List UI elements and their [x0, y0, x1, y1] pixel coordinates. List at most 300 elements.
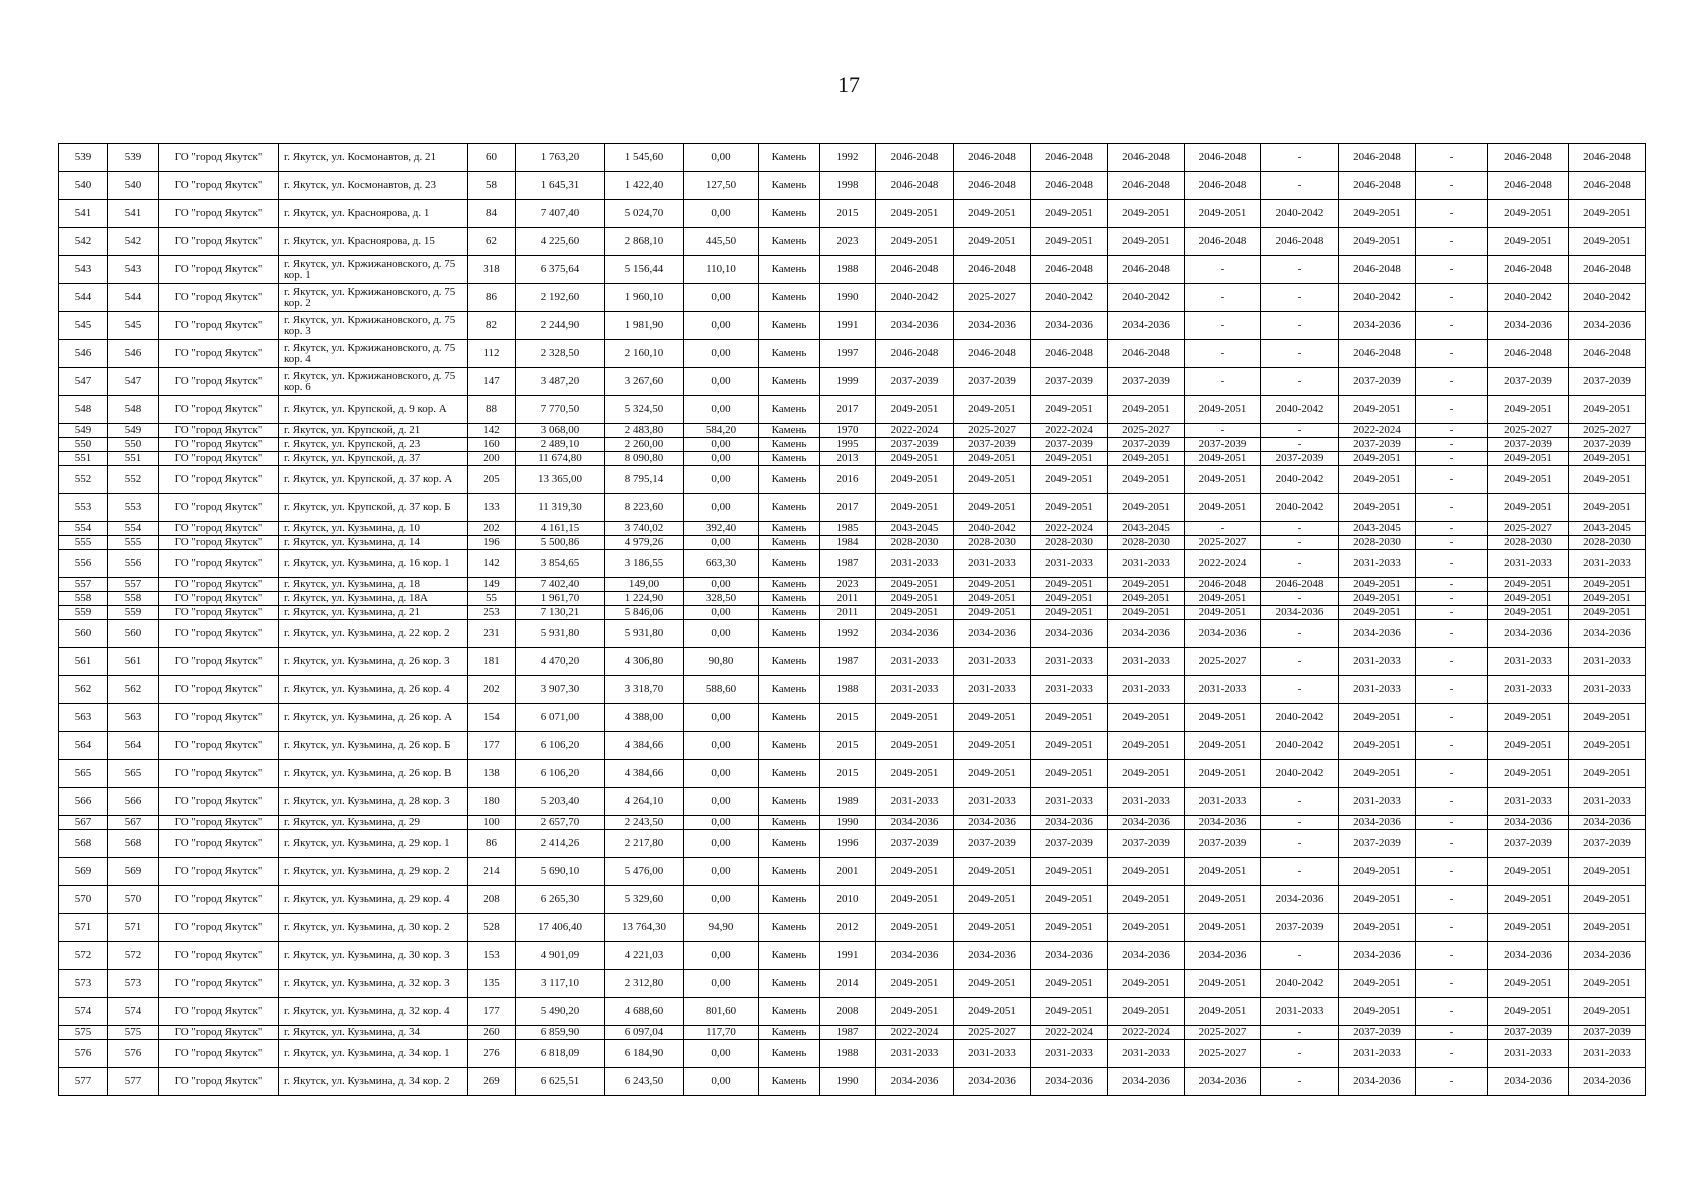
table-cell: - [1416, 340, 1488, 368]
table-row [59, 172, 1646, 200]
table-cell: 2022-2024 [1031, 522, 1108, 536]
table-cell: 2049-2051 [954, 970, 1031, 998]
table-cell: 2049-2051 [1108, 494, 1185, 522]
address-cell: г. Якутск, ул. Крупской, д. 37 кор. А [279, 466, 468, 494]
table-cell: 2031-2033 [954, 676, 1031, 704]
table-cell: ГО "город Якутск" [159, 368, 279, 396]
table-cell: 1988 [820, 1040, 876, 1068]
table-cell: 2040-2042 [1261, 466, 1339, 494]
table-cell: Камень [759, 1068, 820, 1096]
table-row [59, 914, 1646, 942]
table-cell: 2022-2024 [1031, 1026, 1108, 1040]
table-cell: 3 854,65 [516, 550, 605, 578]
table-cell: 3 907,30 [516, 676, 605, 704]
table-cell: 2034-2036 [1569, 816, 1646, 830]
address-cell: г. Якутск, ул. Крупской, д. 37 кор. Б [279, 494, 468, 522]
table-cell: 2049-2051 [876, 732, 954, 760]
address-cell: г. Якутск, ул. Красноярова, д. 15 [279, 228, 468, 256]
table-cell: - [1416, 522, 1488, 536]
table-cell: 2016 [820, 466, 876, 494]
table-cell: - [1261, 942, 1339, 970]
table-cell: 2049-2051 [1569, 578, 1646, 592]
table-cell: 2034-2036 [1569, 620, 1646, 648]
table-row [59, 1068, 1646, 1096]
table-cell: 4 221,03 [605, 942, 684, 970]
table-cell: 555 [108, 536, 159, 550]
table-cell: 2034-2036 [1488, 816, 1569, 830]
table-cell: 86 [468, 830, 516, 858]
table-cell: 0,00 [684, 340, 759, 368]
table-cell: 2046-2048 [1108, 172, 1185, 200]
table-cell: 554 [59, 522, 108, 536]
address-cell: г. Якутск, ул. Космонавтов, д. 23 [279, 172, 468, 200]
table-cell: 2049-2051 [1569, 914, 1646, 942]
table-cell: 0,00 [684, 200, 759, 228]
table-cell: 2031-2033 [1569, 788, 1646, 816]
table-cell: 2049-2051 [1185, 998, 1261, 1026]
table-cell: ГО "город Якутск" [159, 396, 279, 424]
table-cell: - [1261, 438, 1339, 452]
table-cell: 2049-2051 [1488, 396, 1569, 424]
table-cell: 2049-2051 [1339, 578, 1416, 592]
table-cell: 547 [59, 368, 108, 396]
table-cell: 576 [108, 1040, 159, 1068]
table-cell: 569 [108, 858, 159, 886]
table-cell: 2037-2039 [1339, 438, 1416, 452]
table-row [59, 522, 1646, 536]
table-cell: 556 [59, 550, 108, 578]
table-cell: 0,00 [684, 704, 759, 732]
table-cell: 2013 [820, 452, 876, 466]
table-cell: 2034-2036 [1339, 312, 1416, 340]
table-cell: 2049-2051 [1488, 858, 1569, 886]
table-cell: 573 [108, 970, 159, 998]
housing-repair-schedule-table [58, 143, 1646, 1096]
table-cell: 2008 [820, 998, 876, 1026]
table-cell: 2049-2051 [1185, 970, 1261, 998]
table-cell: 1987 [820, 550, 876, 578]
table-cell: - [1416, 550, 1488, 578]
table-cell: 2049-2051 [1339, 998, 1416, 1026]
table-cell: 1992 [820, 144, 876, 172]
table-cell: - [1261, 522, 1339, 536]
table-cell: 2049-2051 [954, 732, 1031, 760]
table-cell: - [1261, 1026, 1339, 1040]
table-cell: 4 306,80 [605, 648, 684, 676]
table-row [59, 452, 1646, 466]
table-cell: 2049-2051 [954, 914, 1031, 942]
table-cell: 574 [108, 998, 159, 1026]
address-cell: г. Якутск, ул. Кржижановского, д. 75 кор. 1 [279, 256, 468, 284]
table-cell: 6 106,20 [516, 760, 605, 788]
table-cell: 2034-2036 [1488, 312, 1569, 340]
table-cell: 2046-2048 [954, 172, 1031, 200]
table-cell: 2034-2036 [1031, 1068, 1108, 1096]
table-cell: 149 [468, 578, 516, 592]
table-cell: 546 [108, 340, 159, 368]
table-cell: 569 [59, 858, 108, 886]
table-cell: 4 388,00 [605, 704, 684, 732]
table-cell: 2034-2036 [1031, 620, 1108, 648]
table-cell: 2 260,00 [605, 438, 684, 452]
table-cell: 550 [59, 438, 108, 452]
table-cell: 539 [108, 144, 159, 172]
table-cell: 0,00 [684, 396, 759, 424]
address-cell: г. Якутск, ул. Кузьмина, д. 29 [279, 816, 468, 830]
table-cell: 6 184,90 [605, 1040, 684, 1068]
table-cell: 2022-2024 [1339, 424, 1416, 438]
table-cell: 6 625,51 [516, 1068, 605, 1096]
table-cell: 2031-2033 [954, 788, 1031, 816]
table-cell: - [1261, 816, 1339, 830]
table-cell: 584,20 [684, 424, 759, 438]
table-cell: Камень [759, 998, 820, 1026]
table-row [59, 424, 1646, 438]
address-cell: г. Якутск, ул. Кузьмина, д. 32 кор. 3 [279, 970, 468, 998]
table-row [59, 998, 1646, 1026]
table-cell: 4 384,66 [605, 732, 684, 760]
table-cell: - [1185, 522, 1261, 536]
table-cell: 1 961,70 [516, 592, 605, 606]
table-cell: 2049-2051 [954, 452, 1031, 466]
table-cell: 5 156,44 [605, 256, 684, 284]
table-cell: Камень [759, 704, 820, 732]
table-cell: 2049-2051 [1185, 452, 1261, 466]
table-cell: 2034-2036 [1108, 620, 1185, 648]
table-cell: - [1261, 256, 1339, 284]
table-cell: 2037-2039 [1569, 830, 1646, 858]
table-cell: 564 [59, 732, 108, 760]
address-cell: г. Якутск, ул. Кржижановского, д. 75 кор. 3 [279, 312, 468, 340]
table-cell: 549 [59, 424, 108, 438]
table-cell: 2049-2051 [1569, 452, 1646, 466]
table-row [59, 494, 1646, 522]
table-cell: 2046-2048 [876, 340, 954, 368]
table-cell: - [1416, 578, 1488, 592]
table-cell: 2028-2030 [876, 536, 954, 550]
table-cell: - [1416, 396, 1488, 424]
table-cell: 445,50 [684, 228, 759, 256]
table-cell: - [1261, 858, 1339, 886]
table-cell: 571 [108, 914, 159, 942]
table-cell: 2049-2051 [1031, 760, 1108, 788]
table-cell: Камень [759, 648, 820, 676]
table-cell: 2049-2051 [954, 466, 1031, 494]
table-cell: 559 [108, 606, 159, 620]
table-cell: 2049-2051 [1339, 200, 1416, 228]
table-cell: - [1261, 368, 1339, 396]
table-cell: - [1416, 536, 1488, 550]
table-cell: 4 384,66 [605, 760, 684, 788]
table-cell: 0,00 [684, 606, 759, 620]
table-cell: 2037-2039 [1488, 368, 1569, 396]
table-cell: 6 071,00 [516, 704, 605, 732]
table-cell: 142 [468, 424, 516, 438]
table-cell: 2034-2036 [1261, 886, 1339, 914]
table-cell: 2031-2033 [1031, 788, 1108, 816]
table-cell: 2025-2027 [1185, 1040, 1261, 1068]
table-cell: 1998 [820, 172, 876, 200]
table-cell: 7 130,21 [516, 606, 605, 620]
table-cell: 2046-2048 [1488, 172, 1569, 200]
table-cell: 2049-2051 [1185, 494, 1261, 522]
table-cell: 86 [468, 284, 516, 312]
table-cell: 2034-2036 [1488, 1068, 1569, 1096]
table-cell: 801,60 [684, 998, 759, 1026]
table-cell: 2037-2039 [1108, 368, 1185, 396]
address-cell: г. Якутск, ул. Кузьмина, д. 34 [279, 1026, 468, 1040]
table-cell: 2 489,10 [516, 438, 605, 452]
table-cell: 2049-2051 [1108, 858, 1185, 886]
table-cell: - [1261, 550, 1339, 578]
table-cell: 2046-2048 [1108, 144, 1185, 172]
address-cell: г. Якутск, ул. Кузьмина, д. 28 кор. 3 [279, 788, 468, 816]
table-cell: - [1261, 424, 1339, 438]
table-cell: 2031-2033 [1339, 1040, 1416, 1068]
table-cell: 2049-2051 [1339, 858, 1416, 886]
table-cell: 202 [468, 522, 516, 536]
table-cell: 2049-2051 [1339, 592, 1416, 606]
table-cell: 2049-2051 [954, 578, 1031, 592]
table-cell: 551 [59, 452, 108, 466]
table-cell: 544 [59, 284, 108, 312]
table-cell: 2049-2051 [1569, 704, 1646, 732]
table-cell: 11 674,80 [516, 452, 605, 466]
table-cell: 1 422,40 [605, 172, 684, 200]
table-row [59, 550, 1646, 578]
table-cell: 2034-2036 [876, 620, 954, 648]
table-cell: 2017 [820, 396, 876, 424]
table-cell: 2049-2051 [1339, 760, 1416, 788]
table-cell: 2049-2051 [876, 228, 954, 256]
table-cell: 2043-2045 [876, 522, 954, 536]
table-cell: 2046-2048 [1488, 340, 1569, 368]
table-cell: 0,00 [684, 620, 759, 648]
table-cell: 2046-2048 [1031, 340, 1108, 368]
table-cell: 5 500,86 [516, 536, 605, 550]
table-cell: 2049-2051 [1031, 396, 1108, 424]
table-cell: ГО "город Якутск" [159, 228, 279, 256]
table-cell: 100 [468, 816, 516, 830]
table-cell: - [1261, 284, 1339, 312]
table-row [59, 830, 1646, 858]
table-cell: 573 [59, 970, 108, 998]
table-cell: - [1416, 144, 1488, 172]
table-cell: 2025-2027 [1488, 522, 1569, 536]
table-cell: ГО "город Якутск" [159, 858, 279, 886]
table-row [59, 648, 1646, 676]
table-cell: 559 [59, 606, 108, 620]
table-row [59, 578, 1646, 592]
table-cell: 4 470,20 [516, 648, 605, 676]
table-cell: 2049-2051 [954, 760, 1031, 788]
table-cell: 2031-2033 [1339, 676, 1416, 704]
table-cell: 6 097,04 [605, 1026, 684, 1040]
table-cell: 552 [59, 466, 108, 494]
table-cell: Камень [759, 284, 820, 312]
table-cell: 2049-2051 [1108, 970, 1185, 998]
table-cell: 2046-2048 [876, 256, 954, 284]
table-cell: 2 483,80 [605, 424, 684, 438]
table-cell: 2015 [820, 704, 876, 732]
table-cell: 2031-2033 [1569, 676, 1646, 704]
table-cell: 2034-2036 [954, 942, 1031, 970]
address-cell: г. Якутск, ул. Кузьмина, д. 26 кор. А [279, 704, 468, 732]
table-cell: Камень [759, 858, 820, 886]
table-cell: 0,00 [684, 494, 759, 522]
table-cell: - [1416, 676, 1488, 704]
table-cell: 2049-2051 [1488, 998, 1569, 1026]
table-cell: 2031-2033 [1488, 676, 1569, 704]
address-cell: г. Якутск, ул. Кржижановского, д. 75 кор. 6 [279, 368, 468, 396]
table-cell: 82 [468, 312, 516, 340]
table-cell: 2049-2051 [1185, 886, 1261, 914]
table-cell: 543 [59, 256, 108, 284]
table-cell: 1989 [820, 788, 876, 816]
table-cell: 560 [59, 620, 108, 648]
table-cell: 2049-2051 [876, 998, 954, 1026]
table-cell: 2049-2051 [1108, 704, 1185, 732]
table-cell: 2015 [820, 200, 876, 228]
table-cell: 2034-2036 [1185, 942, 1261, 970]
table-cell: - [1261, 788, 1339, 816]
table-cell: - [1416, 368, 1488, 396]
table-cell: 2049-2051 [1488, 760, 1569, 788]
table-cell: 110,10 [684, 256, 759, 284]
table-cell: Камень [759, 830, 820, 858]
table-cell: 149,00 [605, 578, 684, 592]
table-cell: ГО "город Якутск" [159, 970, 279, 998]
table-cell: - [1416, 592, 1488, 606]
table-cell: 572 [108, 942, 159, 970]
table-row [59, 368, 1646, 396]
address-cell: г. Якутск, ул. Кузьмина, д. 30 кор. 3 [279, 942, 468, 970]
table-cell: ГО "город Якутск" [159, 592, 279, 606]
table-cell: 2046-2048 [1488, 144, 1569, 172]
table-cell: 2034-2036 [1569, 312, 1646, 340]
table-cell: 84 [468, 200, 516, 228]
table-cell: ГО "город Якутск" [159, 942, 279, 970]
table-cell: 570 [108, 886, 159, 914]
table-cell: Камень [759, 200, 820, 228]
table-cell: ГО "город Якутск" [159, 312, 279, 340]
table-cell: 177 [468, 732, 516, 760]
table-cell: 2040-2042 [1488, 284, 1569, 312]
table-cell: 554 [108, 522, 159, 536]
table-cell: 560 [108, 620, 159, 648]
table-cell: 2022-2024 [1108, 1026, 1185, 1040]
table-cell: 2031-2033 [1488, 1040, 1569, 1068]
table-cell: 6 265,30 [516, 886, 605, 914]
table-cell: 2049-2051 [1569, 466, 1646, 494]
table-cell: 4 161,15 [516, 522, 605, 536]
table-cell: 2034-2036 [1339, 942, 1416, 970]
table-cell: 2049-2051 [1185, 914, 1261, 942]
table-cell: 133 [468, 494, 516, 522]
table-cell: ГО "город Якутск" [159, 144, 279, 172]
table-cell: - [1185, 340, 1261, 368]
table-cell: 2037-2039 [1339, 830, 1416, 858]
table-cell: Камень [759, 368, 820, 396]
address-cell: г. Якутск, ул. Кузьмина, д. 26 кор. 3 [279, 648, 468, 676]
table-cell: 3 068,00 [516, 424, 605, 438]
table-row [59, 816, 1646, 830]
table-cell: - [1416, 438, 1488, 452]
table-cell: 2037-2039 [1339, 368, 1416, 396]
table-cell: 2034-2036 [876, 312, 954, 340]
table-cell: 572 [59, 942, 108, 970]
table-cell: 553 [108, 494, 159, 522]
table-cell: 1990 [820, 1068, 876, 1096]
table-cell: 2025-2027 [954, 284, 1031, 312]
table-cell: 117,70 [684, 1026, 759, 1040]
table-cell: 2040-2042 [1108, 284, 1185, 312]
table-cell: - [1185, 368, 1261, 396]
table-row [59, 942, 1646, 970]
table-cell: 2049-2051 [954, 998, 1031, 1026]
table-cell: 544 [108, 284, 159, 312]
table-cell: 2034-2036 [1031, 312, 1108, 340]
table-cell: 2049-2051 [1488, 452, 1569, 466]
table-cell: 1991 [820, 942, 876, 970]
table-cell: 2031-2033 [1108, 788, 1185, 816]
table-cell: - [1416, 1026, 1488, 1040]
table-cell: 2031-2033 [1108, 648, 1185, 676]
table-cell: 2049-2051 [1569, 998, 1646, 1026]
table-cell: 8 223,60 [605, 494, 684, 522]
table-cell: 0,00 [684, 438, 759, 452]
table-cell: 2034-2036 [1339, 620, 1416, 648]
table-cell: 2040-2042 [1031, 284, 1108, 312]
table-cell: 2034-2036 [1339, 1068, 1416, 1096]
table-cell: 2049-2051 [1339, 914, 1416, 942]
table-cell: 4 979,26 [605, 536, 684, 550]
table-cell: 5 931,80 [516, 620, 605, 648]
table-cell: 2025-2027 [954, 1026, 1031, 1040]
table-cell: 2040-2042 [1261, 396, 1339, 424]
address-cell: г. Якутск, ул. Кузьмина, д. 16 кор. 1 [279, 550, 468, 578]
table-cell: 2034-2036 [1488, 942, 1569, 970]
table-cell: 2025-2027 [1185, 1026, 1261, 1040]
table-cell: 2049-2051 [876, 452, 954, 466]
table-cell: 1992 [820, 620, 876, 648]
table-cell: ГО "город Якутск" [159, 1026, 279, 1040]
table-cell: 577 [108, 1068, 159, 1096]
table-cell: 552 [108, 466, 159, 494]
table-cell: 2037-2039 [1488, 1026, 1569, 1040]
table-cell: 5 846,06 [605, 606, 684, 620]
table-cell: 2034-2036 [1108, 942, 1185, 970]
table-cell: 6 859,90 [516, 1026, 605, 1040]
table-cell: 540 [59, 172, 108, 200]
table-cell: 2034-2036 [1569, 942, 1646, 970]
table-cell: 7 770,50 [516, 396, 605, 424]
table-cell: - [1416, 886, 1488, 914]
table-cell: 562 [59, 676, 108, 704]
table-cell: 2049-2051 [1031, 704, 1108, 732]
table-cell: ГО "город Якутск" [159, 172, 279, 200]
table-cell: ГО "город Якутск" [159, 550, 279, 578]
table-cell: 1990 [820, 816, 876, 830]
table-cell: 588,60 [684, 676, 759, 704]
table-cell: 2049-2051 [1339, 606, 1416, 620]
table-cell: 196 [468, 536, 516, 550]
address-cell: г. Якутск, ул. Кузьмина, д. 30 кор. 2 [279, 914, 468, 942]
table-cell: 561 [108, 648, 159, 676]
table-cell: 567 [108, 816, 159, 830]
table-cell: 2037-2039 [1185, 830, 1261, 858]
table-cell: 154 [468, 704, 516, 732]
